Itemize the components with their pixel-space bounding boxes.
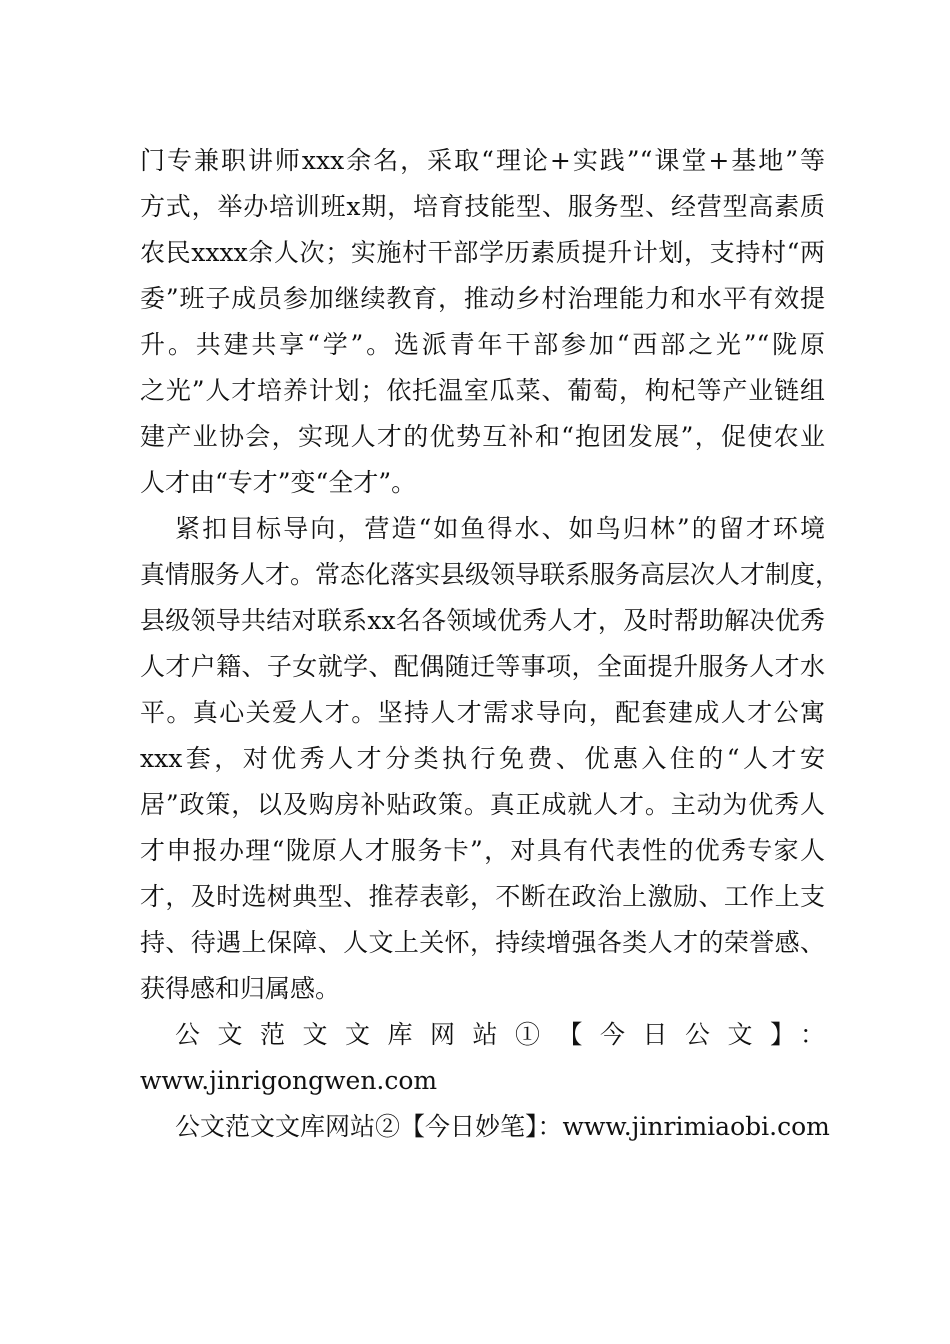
paragraph-2-line: 县级领导共结对联系xx名各领域优秀人才，及时帮助解决优秀: [140, 606, 825, 635]
paragraph-1-line: 方式，举办培训班x期，培育技能型、服务型、经营型高素质: [140, 192, 825, 221]
paragraph-2-line: 才，及时选树典型、推荐表彰，不断在政治上激励、工作上支: [140, 882, 825, 911]
footer-site-2[interactable]: 公文范文文库网站②【今日妙笔】：www.jinrimiaobi.com: [175, 1112, 830, 1141]
paragraph-1-line: 委”班子成员参加继续教育，推动乡村治理能力和水平有效提: [140, 284, 825, 313]
paragraph-2-line: 持、待遇上保障、人文上关怀，持续增强各类人才的荣誉感、: [140, 928, 825, 957]
paragraph-2-line: 人才户籍、子女就学、配偶随迁等事项，全面提升服务人才水: [140, 652, 825, 681]
footer-site-1-url[interactable]: www.jinrigongwen.com: [140, 1066, 438, 1095]
paragraph-1-line: 之光”人才培养计划；依托温室瓜菜、葡萄，枸杞等产业链组: [140, 376, 825, 405]
footer-site-1-label: 公文范文文库网站①【今日公文】：: [175, 1020, 825, 1049]
paragraph-2-line: 真情服务人才。常态化落实县级领导联系服务高层次人才制度，: [140, 560, 841, 589]
paragraph-2-line: 获得感和归属感。: [140, 974, 341, 1003]
paragraph-2-line: 才申报办理“陇原人才服务卡”，对具有代表性的优秀专家人: [140, 836, 825, 865]
paragraph-1-line: 升。共建共享“学”。选派青年干部参加“西部之光”“陇原: [140, 330, 825, 359]
paragraph-2-line: xxx套，对优秀人才分类执行免费、优惠入住的“人才安: [140, 744, 825, 773]
paragraph-2-line: 居”政策，以及购房补贴政策。真正成就人才。主动为优秀人: [140, 790, 825, 819]
paragraph-1-line: 门专兼职讲师xxx余名，采取“理论+实践”“课堂+基地”等: [140, 146, 825, 175]
paragraph-1-line: 建产业协会，实现人才的优势互补和“抱团发展”，促使农业: [140, 422, 825, 451]
paragraph-2-line: 紧扣目标导向，营造“如鱼得水、如鸟归林”的留才环境: [175, 514, 825, 543]
paragraph-2-line: 平。真心关爱人才。坚持人才需求导向，配套建成人才公寓: [140, 698, 825, 727]
paragraph-1-line: 农民xxxx余人次；实施村干部学历素质提升计划，支持村“两: [140, 238, 825, 267]
paragraph-1-line: 人才由“专才”变“全才”。: [140, 468, 417, 497]
